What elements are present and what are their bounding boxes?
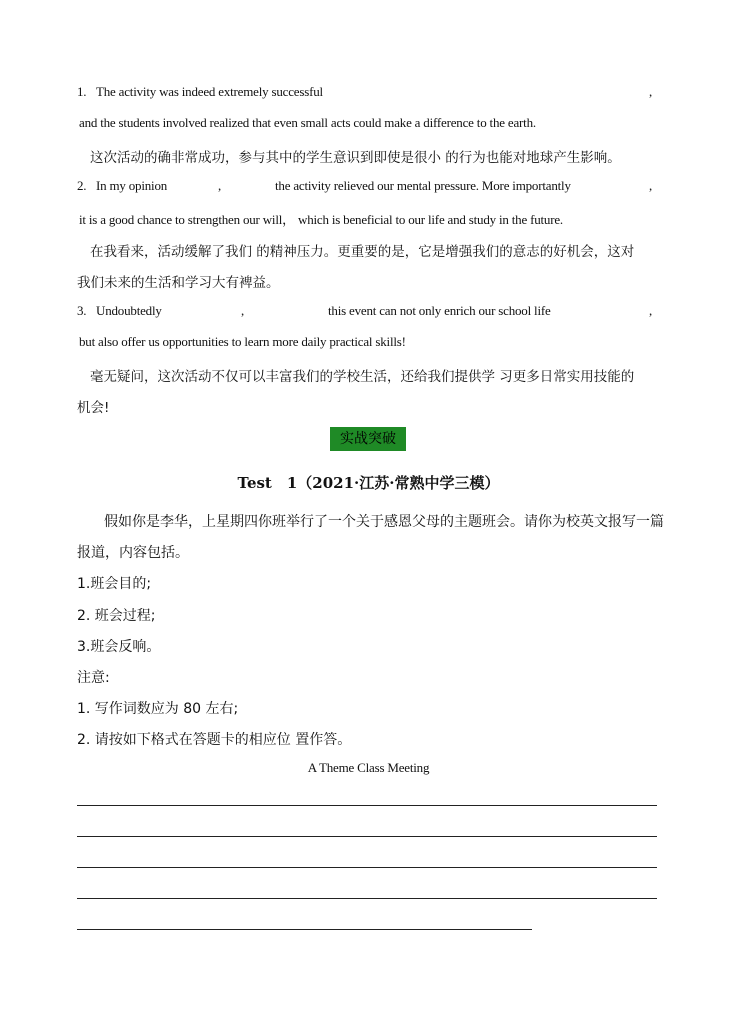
- answer-line-1: [77, 805, 657, 806]
- note-2: 2. 请按如下格式在答题卡的相应位 置作答。: [77, 732, 352, 748]
- sentence-3-comma-b: ,: [649, 303, 653, 318]
- content-item-3: 3.班会反响。: [77, 639, 161, 655]
- sentence-1-chinese: 这次活动的确非常成功，参与其中的学生意识到即使是很小 的行为也能对地球产生影响。: [90, 150, 621, 166]
- sentence-3-english-line2: but also offer us opportunities to learn more daily practical skills!: [79, 334, 406, 349]
- test-title: Test 1（2021·江苏·常熟中学三模）: [237, 474, 500, 492]
- sentence-2-comma-b: ,: [649, 178, 653, 193]
- sentence-1-english-line1: The activity was indeed extremely successful: [96, 84, 323, 99]
- sentence-3-number: 3.: [77, 303, 87, 318]
- section-badge: 实战突破: [330, 427, 406, 451]
- answer-line-3: [77, 867, 657, 868]
- sentence-2-english-part2: the activity relieved our mental pressure. More importantly: [275, 178, 571, 193]
- essay-title: A Theme Class Meeting: [307, 760, 430, 775]
- sentence-3-english-part1: Undoubtedly: [96, 303, 162, 318]
- sentence-1-number: 1.: [77, 84, 87, 99]
- sentence-2-comma-a: ,: [218, 178, 222, 193]
- sentence-3-chinese-line2: 机会!: [77, 400, 110, 416]
- sentence-3-english-part2: this event can not only enrich our school life: [328, 303, 551, 318]
- test-prompt-line1: 假如你是李华，上星期四你班举行了一个关于感恩父母的主题班会。请你为校英文报写一篇: [104, 514, 664, 530]
- sentence-1-comma: ,: [649, 84, 653, 99]
- note-1: 1. 写作词数应为 80 左右;: [77, 701, 239, 717]
- answer-line-4: [77, 898, 657, 899]
- sentence-2-number: 2.: [77, 178, 87, 193]
- sentence-3-chinese-line1: 毫无疑问，这次活动不仅可以丰富我们的学校生活，还给我们提供学 习更多日常实用技能的: [90, 369, 635, 385]
- content-item-2: 2. 班会过程;: [77, 608, 156, 624]
- sentence-1-english-line2: and the students involved realized that even small acts could make a difference to the earth.: [79, 115, 536, 130]
- sentence-2-english-line2: it is a good chance to strengthen our will， which is beneficial to our life and study in the future.: [79, 212, 563, 227]
- sentence-2-english-part1: In my opinion: [96, 178, 168, 193]
- sentence-3-comma-a: ,: [241, 303, 245, 318]
- sentence-2-chinese-line2: 我们未来的生活和学习大有裨益。: [77, 275, 280, 291]
- test-prompt-line2: 报道，内容包括。: [77, 545, 189, 561]
- sentence-2-chinese-line1: 在我看来，活动缓解了我们 的精神压力。更重要的是，它是增强我们的意志的好机会，这对: [90, 244, 635, 260]
- answer-line-5: [77, 929, 532, 930]
- notes-label: 注意:: [77, 670, 110, 686]
- content-item-1: 1.班会目的;: [77, 576, 152, 592]
- answer-line-2: [77, 836, 657, 837]
